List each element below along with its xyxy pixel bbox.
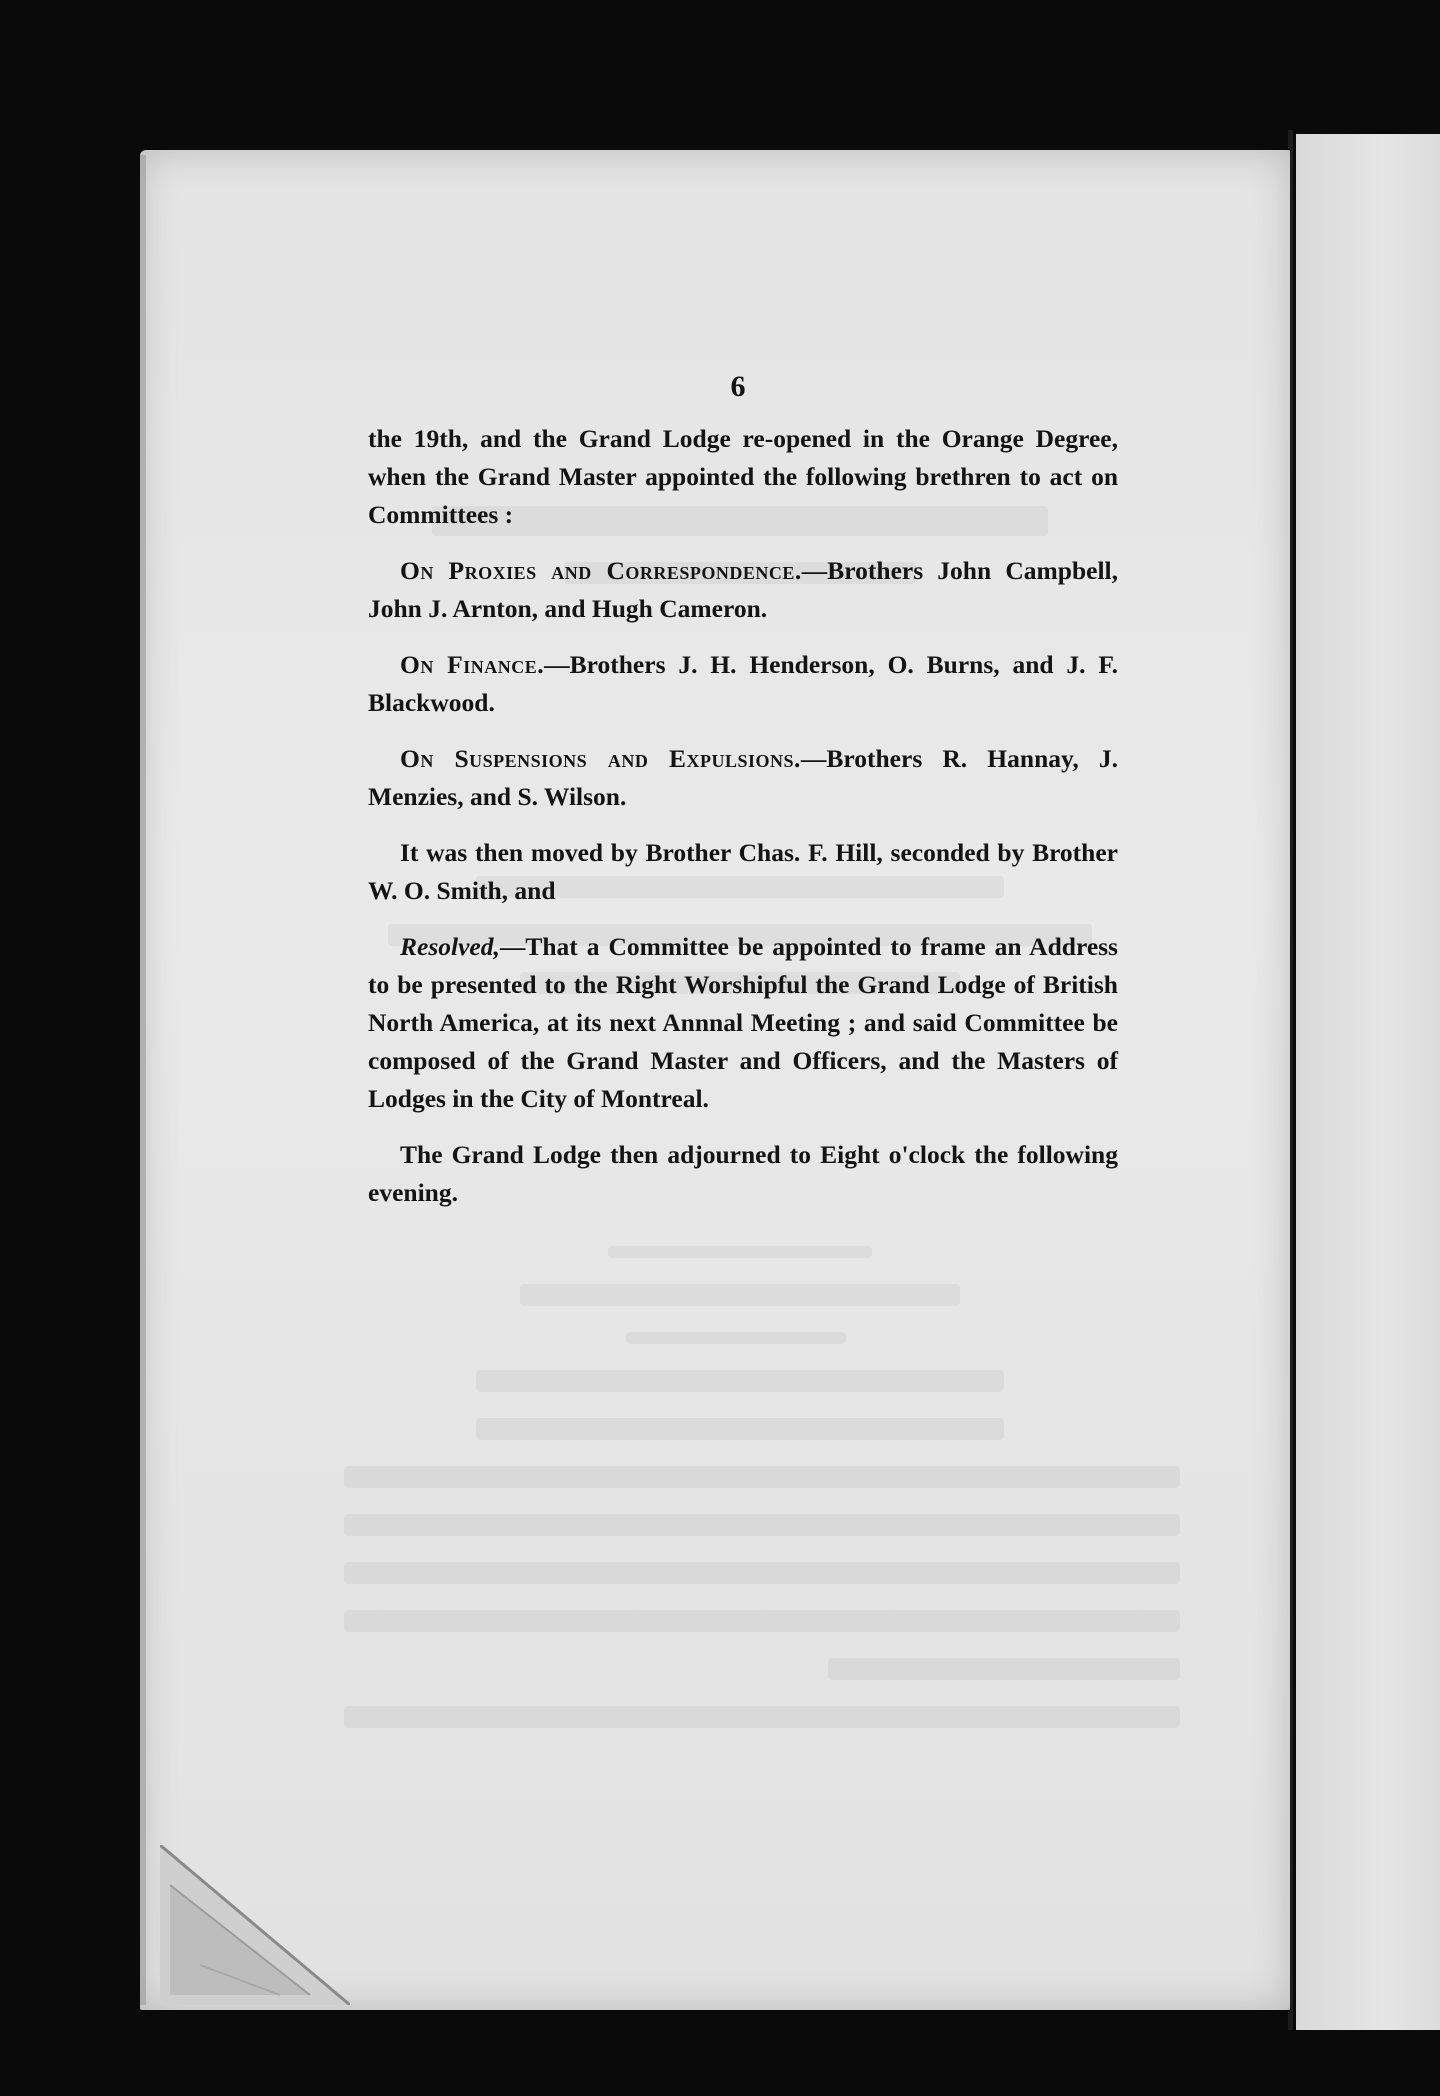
page-text	[368, 368, 1118, 1230]
opening-paragraph: the 19th, and the Grand Lodge re-opened in the Orange Degree, when the Grand Master appointed the following brethren to act on Committees :	[368, 424, 1118, 529]
resolved-label: Resolved,	[400, 932, 500, 961]
committee-finance	[368, 646, 1118, 722]
committee-members: —Brothers J. H. Henderson, O. Burns, and J. F. Blackwood.	[368, 650, 1118, 717]
page-edge	[140, 155, 146, 2005]
page-number: 6	[730, 370, 746, 403]
facing-page-shadow	[1296, 120, 1440, 134]
resolution-paragraph	[368, 928, 1118, 1118]
committee-suspensions	[368, 740, 1118, 816]
folded-corner	[160, 1845, 350, 2005]
facing-page-edge	[1296, 130, 1440, 2030]
committee-heading: On Suspensions and Expulsions.	[400, 744, 801, 773]
committee-heading: On Finance.	[400, 650, 545, 679]
resolution-text: —That a Committee be appointed to frame an Address to be presented to the Right Worshipful the Grand Lodge of British North America, at its next Annnal Meeting ; and said Committee be composed of the Grand Master and Officers, and the Masters of Lodges in the City of Montreal.	[368, 932, 1118, 1113]
committee-proxies	[368, 552, 1118, 628]
adjournment-paragraph: The Grand Lodge then adjourned to Eight o'clock the following evening.	[368, 1140, 1118, 1207]
motion-paragraph: It was then moved by Brother Chas. F. Hill, seconded by Brother W. O. Smith, and	[368, 838, 1118, 905]
committee-members: —Brothers John Campbell, John J. Arnton, and Hugh Cameron.	[368, 556, 1118, 623]
committee-heading: On Proxies and Correspondence.	[400, 556, 802, 585]
committee-members: —Brothers R. Hannay, J. Menzies, and S. Wilson.	[368, 744, 1118, 811]
